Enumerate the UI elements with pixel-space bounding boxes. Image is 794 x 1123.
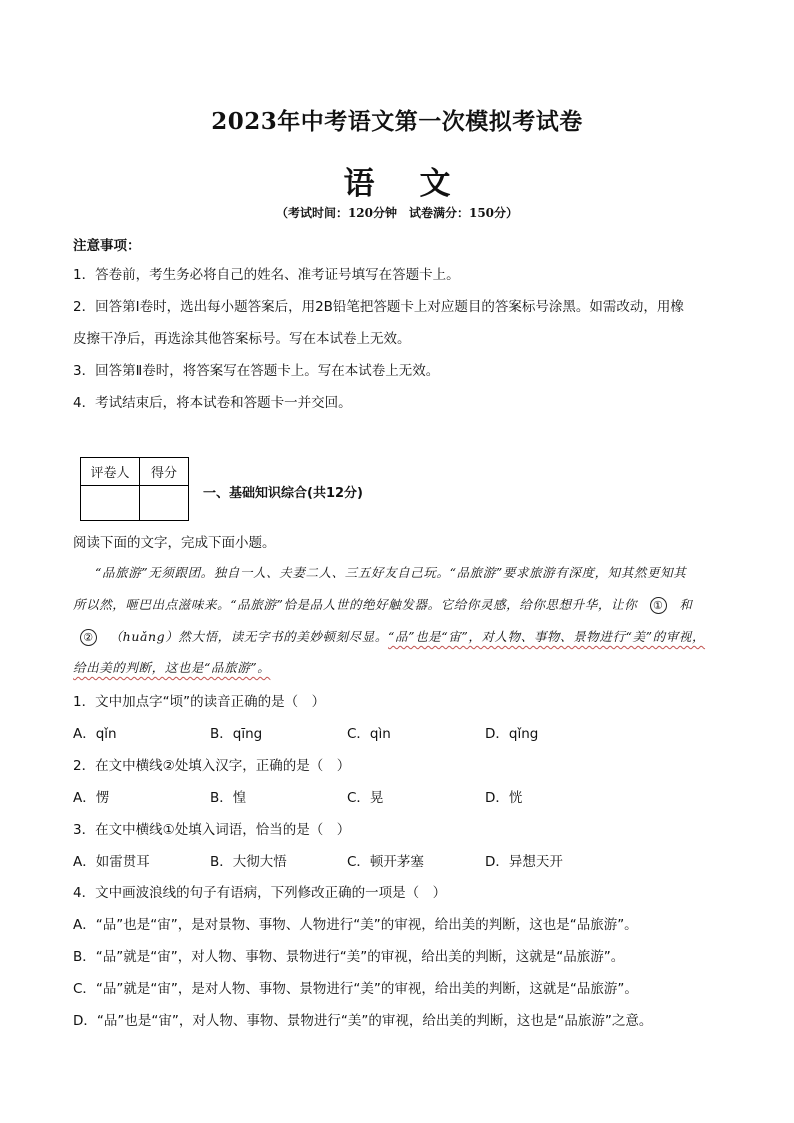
notice-item: 2．回答第Ⅰ卷时，选出每小题答案后，用2B铅笔把答题卡上对应题目的答案标号涂黑。如需改动，用橡 <box>73 299 684 315</box>
option-c[interactable]: C．qìn <box>347 726 391 742</box>
notice-item: 皮擦干净后，再选涂其他答案标号。写在本试卷上无效。 <box>73 331 411 347</box>
option-b[interactable]: B．“品”就是“宙”，对人物、事物、景物进行“美”的审视，给出美的判断，这就是“品旅游”。 <box>73 949 625 965</box>
option-c[interactable]: C．“品”就是“宙”，是对人物、事物、景物进行“美”的审视，给出美的判断，这就是“品旅游”。 <box>73 981 638 997</box>
score-cell[interactable] <box>140 486 189 521</box>
option-a[interactable]: A．qǐn <box>73 726 117 742</box>
option-b[interactable]: B．qīng <box>210 726 263 742</box>
passage-text: 所以然，咂巴出点滋味来。“品旅游”恰是品人世的绝好触发器。它给你灵感，给你思想升华，让你 <box>73 597 638 612</box>
score-label: 得分 <box>140 458 189 486</box>
wavy-underlined-sentence: 给出美的判断，这也是“品旅游”。 <box>73 660 271 675</box>
notice-item: 3．回答第Ⅱ卷时，将答案写在答题卡上。写在本试卷上无效。 <box>73 363 440 379</box>
section-heading: 一、基础知识综合(共12分) <box>203 486 363 501</box>
blank-2-marker: ② <box>80 629 97 646</box>
option-a[interactable]: A．愣 <box>73 790 110 806</box>
reviewer-cell[interactable] <box>81 486 140 521</box>
subject-title: 语文 <box>343 166 496 202</box>
option-c[interactable]: C．晃 <box>347 790 384 806</box>
option-d[interactable]: D．“品”也是“宙”，对人物、事物、景物进行“美”的审视，给出美的判断，这也是“品旅游”之意。 <box>73 1013 653 1029</box>
exam-title: 2023年中考语文第一次模拟考试卷 <box>211 108 583 135</box>
option-d[interactable]: D．qǐng <box>485 726 539 742</box>
option-d[interactable]: D．异想天开 <box>485 854 563 870</box>
notice-item: 4．考试结束后，将本试卷和答题卡一并交回。 <box>73 395 352 411</box>
option-d[interactable]: D．恍 <box>485 790 523 806</box>
grader-box <box>80 457 189 521</box>
question-stem: 4．文中画波浪线的句子有语病，下列修改正确的一项是（ ） <box>73 885 447 901</box>
passage-line <box>73 658 270 676</box>
exam-info: （考试时间：120分钟 试卷满分：150分） <box>275 206 519 220</box>
passage-text: （huǎng）然大悟，读无字书的美妙顿刻尽显。 <box>109 629 388 644</box>
passage-line: “品旅游”无须跟团。独自一人、夫妻二人、三五好友自己玩。“品旅游”要求旅游有深度，知其然更知其 <box>95 565 687 580</box>
blank-1-marker: ① <box>650 597 667 614</box>
question-stem: 2．在文中横线②处填入汉字，正确的是（ ） <box>73 758 351 774</box>
reviewer-label: 评卷人 <box>81 458 140 486</box>
notice-item: 1．答卷前，考生务必将自己的姓名、准考证号填写在答题卡上。 <box>73 267 460 283</box>
option-c[interactable]: C．顿开茅塞 <box>347 854 424 870</box>
notice-title: 注意事项： <box>73 238 141 254</box>
reading-instruction: 阅读下面的文字，完成下面小题。 <box>73 535 276 551</box>
option-b[interactable]: B．大彻大悟 <box>210 854 287 870</box>
passage-text: 和 <box>679 597 693 612</box>
option-a[interactable]: A．如雷贯耳 <box>73 854 150 870</box>
passage-line <box>73 595 692 614</box>
option-b[interactable]: B．惶 <box>210 790 247 806</box>
option-a[interactable]: A．“品”也是“宙”，是对景物、事物、人物进行“美”的审视，给出美的判断，这也是“品旅游”。 <box>73 917 638 933</box>
question-stem: 3．在文中横线①处填入词语，恰当的是（ ） <box>73 822 351 838</box>
wavy-underlined-sentence: “品”也是“宙”，对人物、事物、景物进行“美”的审视， <box>388 629 706 644</box>
question-stem: 1．文中加点字“顷”的读音正确的是（ ） <box>73 694 326 710</box>
passage-line <box>80 627 705 646</box>
